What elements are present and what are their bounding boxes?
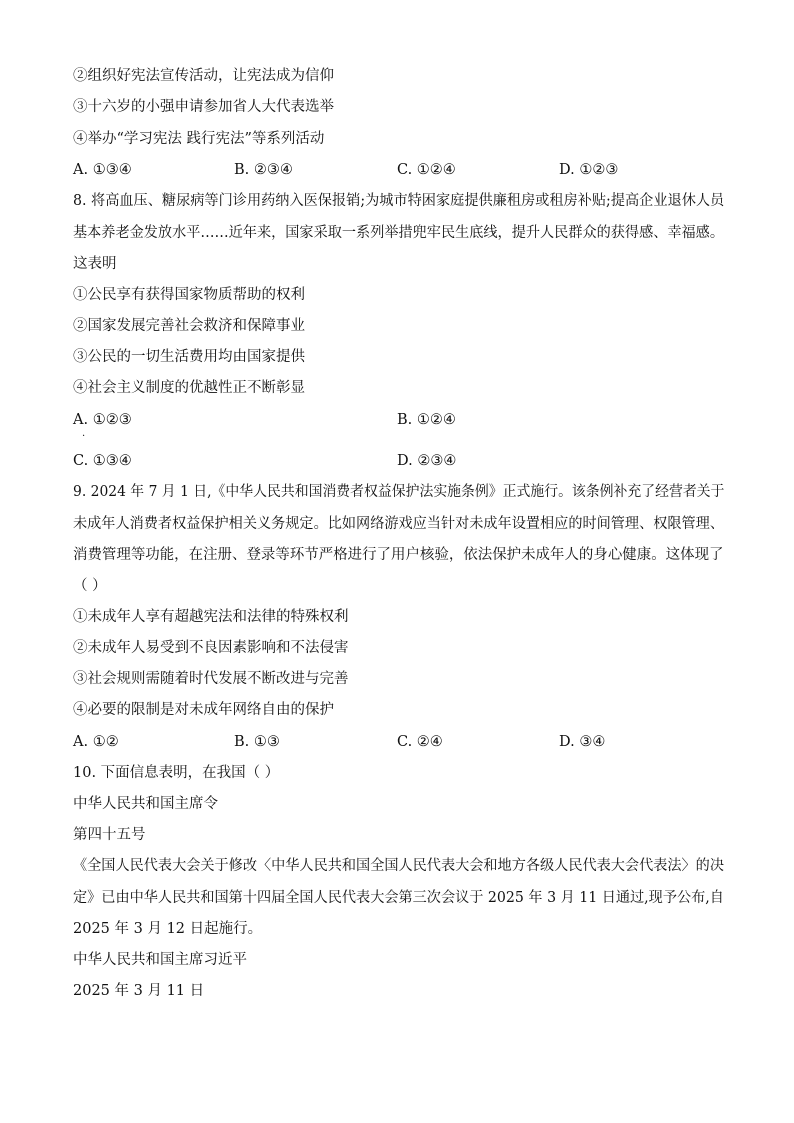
stray-mark: .: [82, 428, 86, 439]
q9-stem-line-2: 未成年人消费者权益保护相关义务规定。比如网络游戏应当针对未成年设置相应的时间管理、权限管理、: [73, 516, 724, 532]
q8-option-d: D. ②③④: [397, 453, 457, 469]
q9-option-b: B. ①③: [234, 734, 280, 750]
q10-stem: 10. 下面信息表明，在我国（ ）: [73, 765, 280, 781]
q9-item-3: ③社会规则需随着时代发展不断改进与完善: [73, 671, 349, 687]
q9-option-a: A. ①②: [73, 734, 119, 750]
q9-stem-line-4: （ ）: [73, 578, 107, 594]
q7-option-d: D. ①②③: [559, 162, 619, 178]
q8-option-c: C. ①③④: [73, 453, 132, 469]
q9-item-2: ②未成年人易受到不良因素影响和不法侵害: [73, 640, 349, 656]
q8-stem-line-3: 这表明: [73, 256, 117, 272]
q10-date: 2025 年 3 月 11 日: [73, 983, 205, 999]
q8-stem-line-1: 8. 将高血压、糖尿病等门诊用药纳入医保报销;为城市特困家庭提供廉租房或租房补贴;提高企业退休人员: [73, 193, 725, 209]
q9-item-1: ①未成年人享有超越宪法和法律的特殊权利: [73, 609, 349, 625]
q8-item-3: ③公民的一切生活费用均由国家提供: [73, 349, 305, 365]
q8-item-2: ②国家发展完善社会救济和保障事业: [73, 318, 305, 334]
q7-item-4: ④举办“学习宪法 践行宪法”等系列活动: [73, 131, 325, 147]
q7-option-b: B. ②③④: [234, 162, 293, 178]
q8-option-a: A. ①②③: [73, 412, 132, 428]
q9-stem-line-3: 消费管理等功能，在注册、登录等环节严格进行了用户核验，依法保护未成年人的身心健康。这体现了: [73, 547, 724, 563]
q8-option-b: B. ①②④: [397, 412, 456, 428]
q9-option-c: C. ②④: [397, 734, 443, 750]
q10-body-line-2: 定》已由中华人民共和国第十四届全国人民代表大会第三次会议于 2025 年 3 月 11 日通过,现予公布,自: [73, 890, 724, 906]
q7-option-a: A. ①③④: [73, 162, 132, 178]
q9-stem-line-1: 9. 2024 年 7 月 1 日,《中华人民共和国消费者权益保护法实施条例》正式施行。该条例补充了经营者关于: [73, 484, 725, 500]
q10-body-line-3: 2025 年 3 月 12 日起施行。: [73, 921, 263, 937]
q7-option-c: C. ①②④: [397, 162, 456, 178]
q7-item-3: ③十六岁的小强申请参加省人大代表选举: [73, 99, 334, 115]
q8-item-1: ①公民享有获得国家物质帮助的权利: [73, 287, 305, 303]
q10-signature: 中华人民共和国主席习近平: [73, 952, 247, 968]
q8-item-4: ④社会主义制度的优越性正不断彰显: [73, 380, 305, 396]
q8-stem-line-2: 基本养老金发放水平……近年来，国家采取一系列举措兜牢民生底线，提升人民群众的获得感、幸福感。: [73, 225, 724, 241]
q9-option-d: D. ③④: [559, 734, 606, 750]
q10-order-number: 第四十五号: [73, 827, 146, 843]
q10-body-line-1: 《全国人民代表大会关于修改〈中华人民共和国全国人民代表大会和地方各级人民代表大会代表法〉的决: [73, 858, 724, 874]
q7-item-2: ②组织好宪法宣传活动，让宪法成为信仰: [73, 68, 334, 84]
q10-order-title: 中华人民共和国主席令: [73, 796, 218, 812]
q9-item-4: ④必要的限制是对未成年网络自由的保护: [73, 702, 334, 718]
